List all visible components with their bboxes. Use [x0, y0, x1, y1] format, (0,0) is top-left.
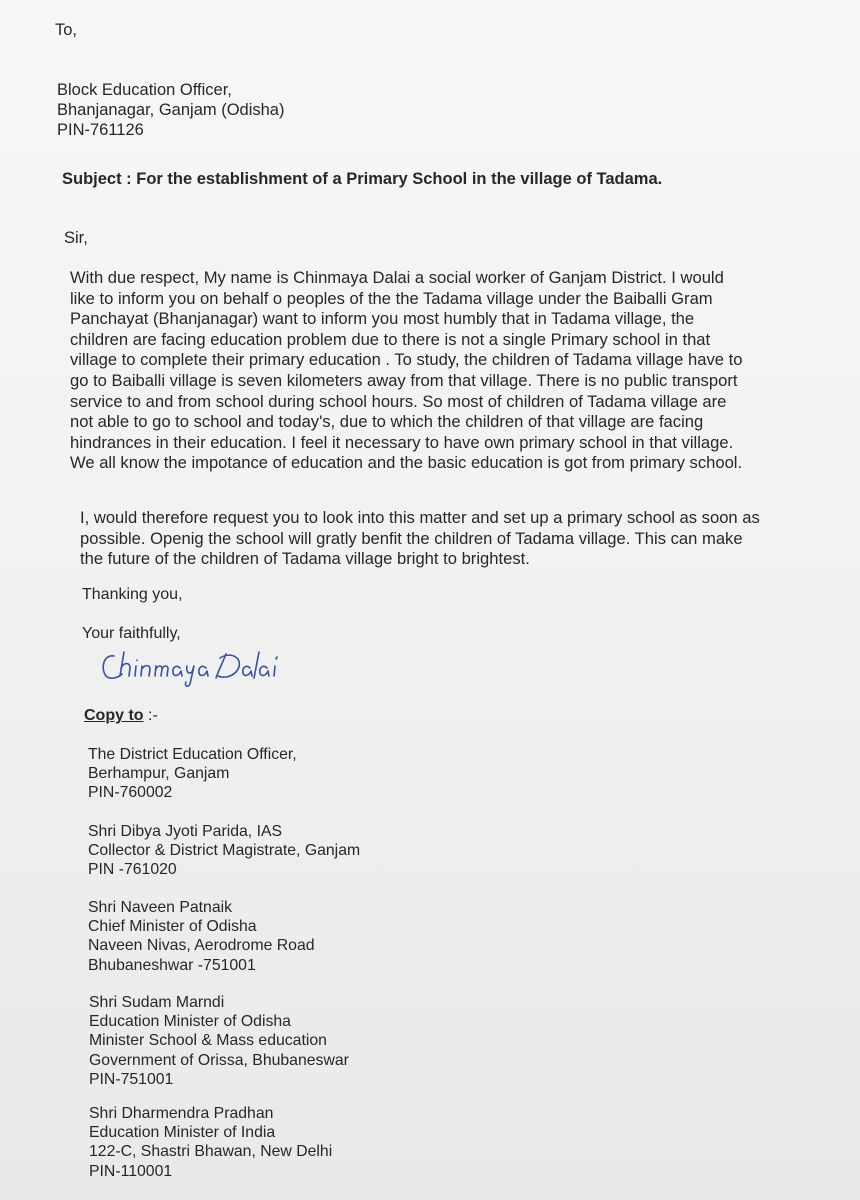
copy-line: Shri Naveen Patnaik	[88, 899, 233, 916]
salutation-to: To,	[55, 21, 78, 39]
copy-line: Berhampur, Ganjam	[88, 765, 230, 783]
subject-line: Subject : For the establishment of a Primary School in the village of Tadama.	[62, 170, 663, 188]
body-paragraph-2	[80, 508, 820, 570]
recipient-line-2: Bhanjanagar, Ganjam (Odisha)	[57, 101, 285, 119]
body-line: Panchayat (Bhanjanagar) want to inform you most humbly that in Tadama village, the	[70, 309, 695, 329]
copy-line: Chief Minister of Odisha	[88, 918, 257, 936]
copy-line: Education Minister of Odisha	[89, 1013, 291, 1031]
copy-recipient-4	[89, 993, 349, 1089]
recipient-line-1: Block Education Officer,	[57, 81, 232, 99]
body-line: like to inform you on behalf o peoples of the the Tadama village under the Baiballi Gram	[70, 288, 713, 308]
body-line: With due respect, My name is Chinmaya Dalai a social worker of Ganjam District. I would	[70, 268, 724, 287]
copy-line: PIN-110001	[89, 1162, 173, 1180]
copy-line: Shri Dibya Jyoti Parida, IAS	[88, 823, 283, 840]
body-paragraph-1	[70, 268, 826, 474]
copy-line: Government of Orissa, Bhubaneswar	[89, 1051, 349, 1069]
body-line: service to and from school during school hours. So most of children of Tadama village are	[70, 391, 727, 411]
copy-to-suffix: :-	[143, 707, 158, 724]
copy-line: Collector & District Magistrate, Ganjam	[88, 842, 361, 860]
copy-recipient-2	[88, 822, 360, 880]
copy-recipient-1	[88, 745, 297, 803]
copy-line: Bhubaneshwar -751001	[88, 956, 256, 974]
copy-line: PIN -761020	[88, 861, 177, 879]
copy-line: PIN-760002	[88, 784, 173, 802]
body-line: the future of the children of Tadama village bright to brightest.	[80, 549, 530, 569]
closing-sign-off: Your faithfully,	[82, 625, 181, 642]
copy-line: Education Minister of India	[89, 1124, 276, 1142]
copy-line: Naveen Nivas, Aerodrome Road	[88, 937, 315, 955]
handwritten-signature	[96, 638, 306, 688]
body-line: I, would therefore request you to look into this matter and set up a primary school as soon as	[80, 508, 760, 527]
copy-to-heading	[84, 706, 158, 726]
greeting: Sir,	[64, 229, 88, 247]
body-line: go to Baiballi village is seven kilometers away from that village. There is no public transport	[70, 370, 738, 390]
body-line: village to complete their primary education . To study, the children of Tadama village have to	[70, 350, 743, 370]
recipient-address	[57, 80, 284, 140]
body-line: not able to go to school and today's, due to which the children of that village are facing	[70, 412, 704, 432]
copy-line: Shri Dharmendra Pradhan	[89, 1105, 274, 1122]
copy-line: The District Education Officer,	[88, 746, 297, 763]
body-line: We all know the impotance of education and the basic education is got from primary school.	[70, 453, 743, 473]
copy-line: 122-C, Shastri Bhawan, New Delhi	[89, 1143, 333, 1161]
body-line: possible. Openig the school will gratly benfit the children of Tadama village. This can make	[80, 528, 743, 548]
copy-line: PIN-751001	[89, 1070, 174, 1088]
recipient-line-3: PIN-761126	[57, 121, 144, 139]
copy-recipient-3	[88, 898, 315, 975]
copy-to-label: Copy to	[84, 707, 144, 724]
body-line: hindrances in their education. I feel it necessary to have own primary school in that village.	[70, 432, 734, 452]
copy-line: Shri Sudam Marndi	[89, 994, 225, 1011]
closing-thanks: Thanking you,	[82, 586, 183, 603]
body-line: children are facing education problem due to there is not a single Primary school in that	[70, 329, 711, 349]
copy-recipient-5	[89, 1104, 332, 1181]
copy-line: Minister School & Mass education	[89, 1032, 327, 1050]
